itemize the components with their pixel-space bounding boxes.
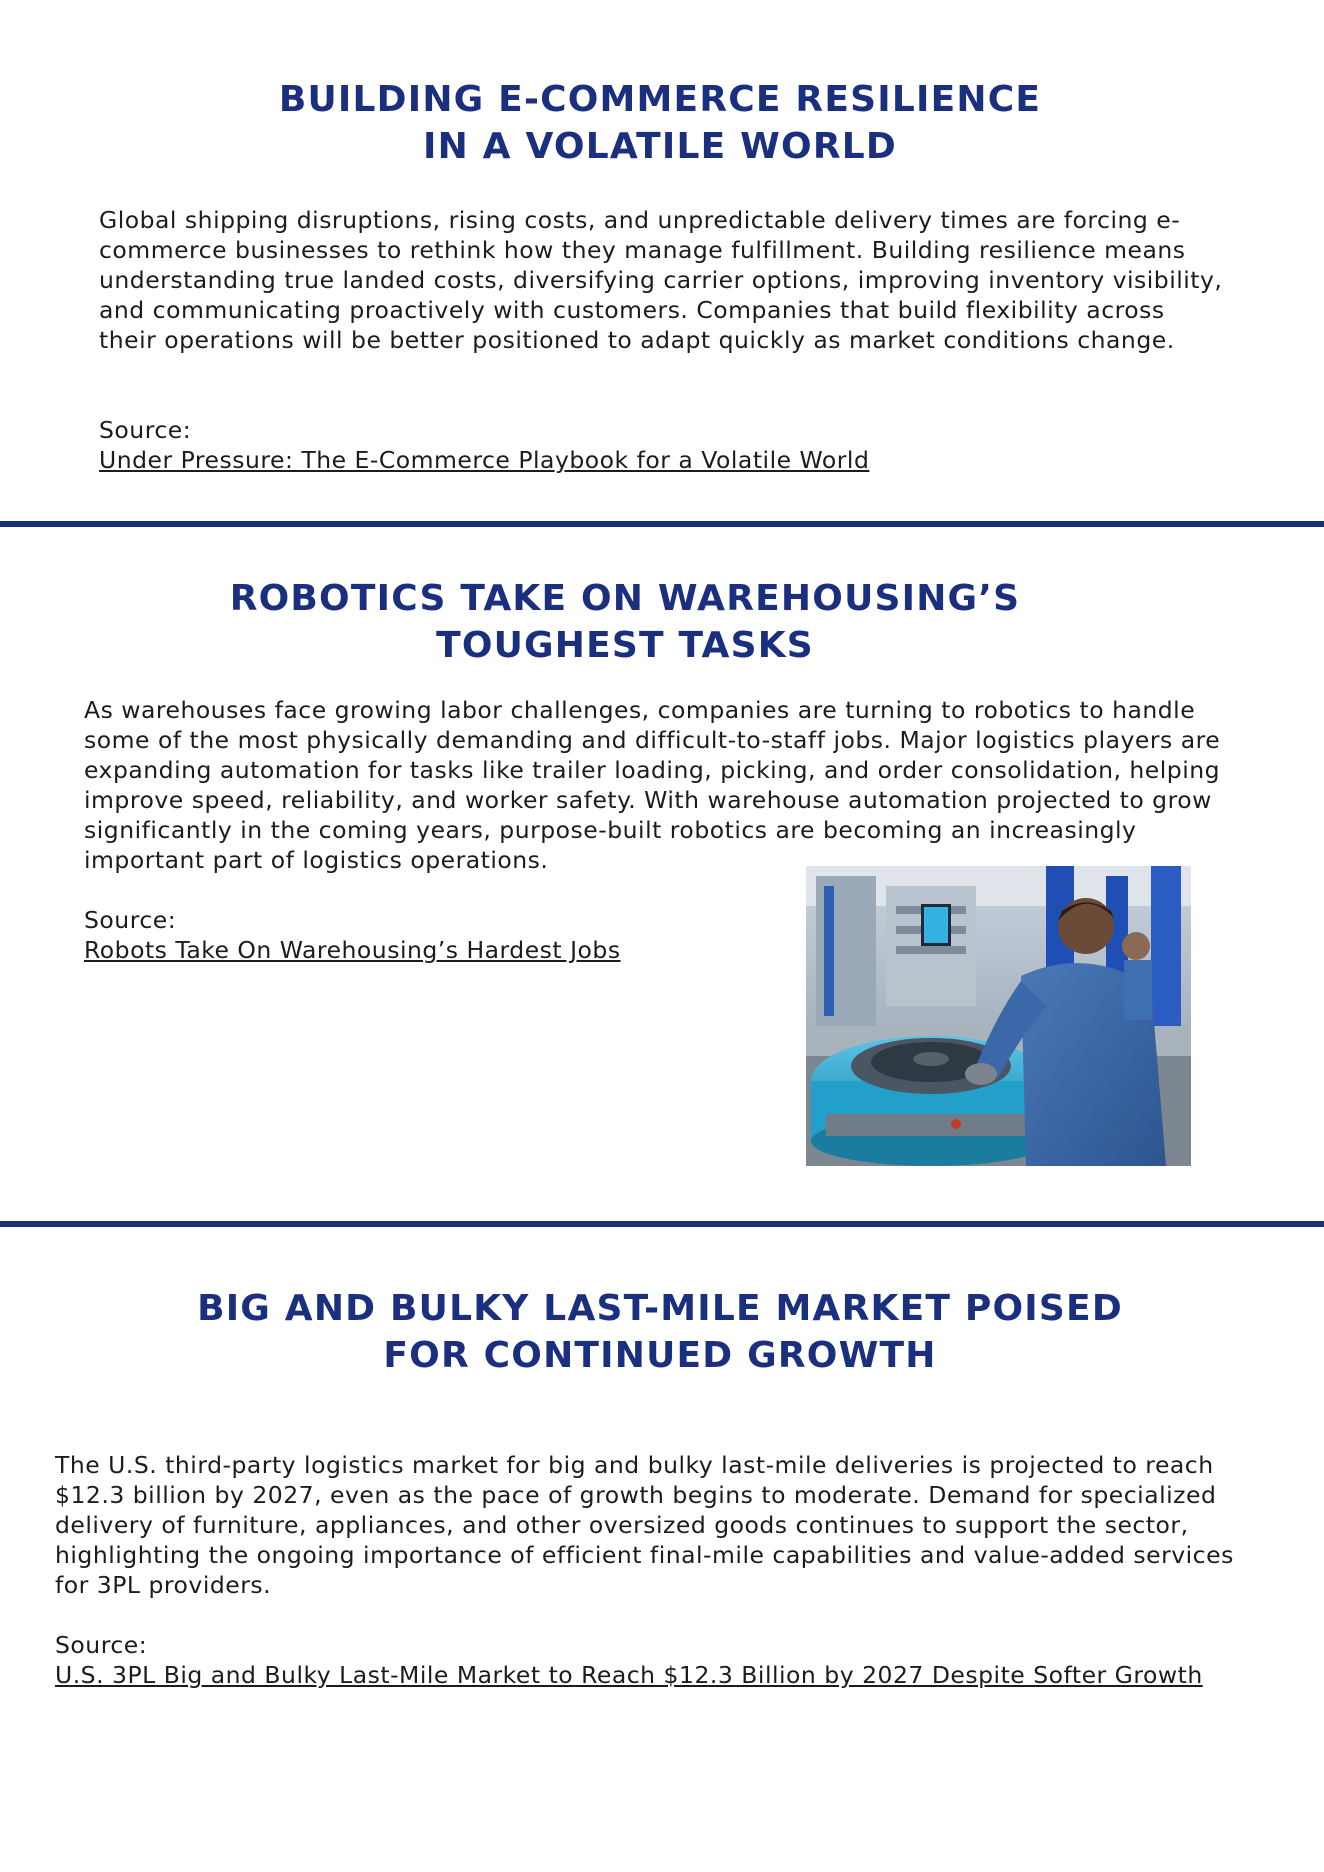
warehouse-robot-photo	[806, 866, 1191, 1166]
section-divider	[0, 1221, 1324, 1227]
source-label: Source:	[99, 416, 192, 444]
article-body: As warehouses face growing labor challenges, companies are turning to robotics to handle some of the most physically demanding and difficult-to-staff jobs. Major logistics players are expanding automation for tasks like trailer loading, picking, and order consolidation, helping improve speed, reliability, and worker safety. With warehouse automation projected to grow significantly in the coming years, purpose-built robotics are becoming an increasingly important part of logistics operations.	[84, 696, 1221, 874]
article-body: The U.S. third-party logistics market for big and bulky last-mile deliveries is projected to reach $12.3 billion by 2027, even as the pace of growth begins to moderate. Demand for specialized delivery of furniture, appliances, and other oversized goods continues to support the sector, highlighting the ongoing importance of efficient final-mile capabilities and value-added services for 3PL providers.	[55, 1451, 1234, 1599]
source-link[interactable]: Under Pressure: The E-Commerce Playbook for a Volatile World	[99, 446, 870, 474]
source-link[interactable]: Robots Take On Warehousing’s Hardest Jobs	[84, 936, 621, 964]
source-label: Source:	[84, 906, 177, 934]
article-body: Global shipping disruptions, rising costs, and unpredictable delivery times are forcing e-commerce businesses to rethink how they manage fulfillment. Building resilience means understanding true landed costs, diversifying carrier options, improving inventory visibility, and communicating proactively with customers. Companies that build flexibility across their operations will be better positioned to adapt quickly as market conditions change.	[99, 206, 1223, 354]
article-source	[55, 1630, 1203, 1690]
article-source	[84, 905, 621, 965]
section-divider	[0, 521, 1324, 527]
article-source	[99, 415, 869, 475]
source-label: Source:	[55, 1631, 148, 1659]
source-link[interactable]: U.S. 3PL Big and Bulky Last-Mile Market to Reach $12.3 Billion by 2027 Despite Softer Growth	[55, 1661, 1203, 1689]
article-title: BIG AND BULKY LAST-MILE MARKET POISED FOR CONTINUED GROWTH	[197, 1288, 1123, 1376]
article-title: BUILDING E-COMMERCE RESILIENCE IN A VOLATILE WORLD	[278, 79, 1042, 167]
article-title: ROBOTICS TAKE ON WAREHOUSING’S TOUGHEST TASKS	[229, 578, 1021, 666]
